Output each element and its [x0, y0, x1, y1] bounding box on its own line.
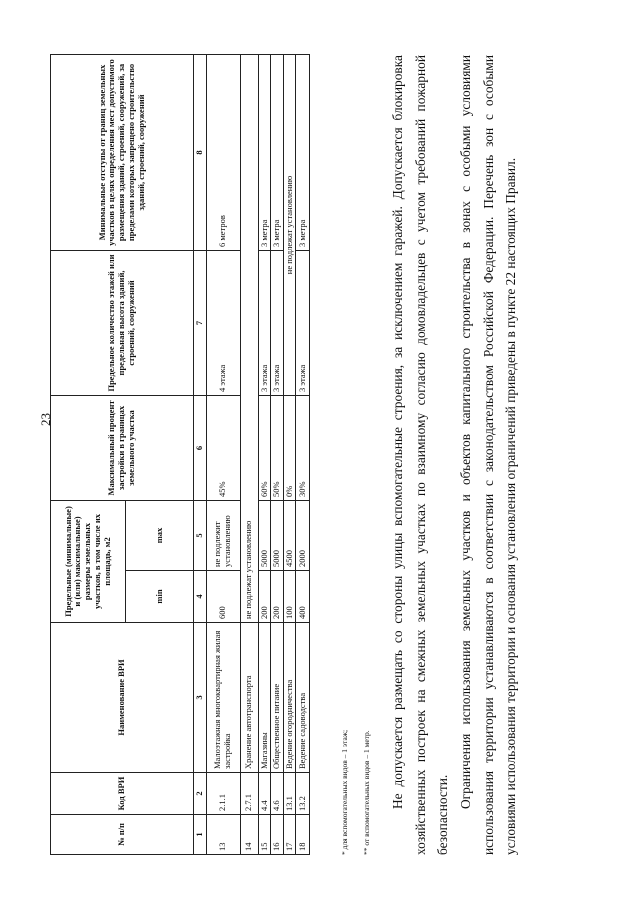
row-name: Общественное питание [271, 623, 283, 773]
column-number: 5 [194, 500, 206, 570]
column-number: 4 [194, 571, 206, 623]
row-name: Ведение огородничества [283, 623, 295, 773]
row-percent: 0% [283, 395, 295, 500]
row-name: Хранение автотранспорта [240, 623, 258, 773]
column-number: 2 [194, 773, 206, 815]
header-max: max [125, 500, 193, 570]
row-max: 4500 [283, 500, 295, 570]
row-floors: 3 этажа [296, 250, 310, 395]
row-name: Магазины [258, 623, 270, 773]
row-setback: 6 метров [206, 54, 240, 250]
row-number: 15 [258, 815, 270, 855]
row-min: 200 [271, 571, 283, 623]
paragraph-text: Не допускается размещать со стороны улицы вспомогательные строения, за исключением гаражей. Допускается блокировка хозяйственных построек на смежных земельных участках по взаимному согласию домовладельцев с учетом требований пожарной безопасности. [390, 55, 451, 855]
row-max: 5000 [258, 500, 270, 570]
rotated-page-content [50, 55, 610, 855]
header-name: Наименование ВРИ [51, 623, 194, 773]
header-size-group: Предельные (минимальные) и (или) максимальные) размеры земельных участков, в том числе их площадь, м2 [51, 500, 126, 622]
column-number: 7 [194, 250, 206, 395]
zoning-table [50, 54, 310, 855]
row-setback: 3 метра [271, 54, 283, 250]
page-number: 23 [38, 413, 53, 426]
row-number: 17 [283, 815, 295, 855]
paragraph [455, 55, 523, 855]
column-number-row [194, 54, 206, 854]
row-number: 13 [206, 815, 240, 855]
row-max: 5000 [271, 500, 283, 570]
table-row [271, 54, 283, 854]
row-min: 100 [283, 571, 295, 623]
header-number: № п/п [51, 815, 194, 855]
table-row [206, 54, 240, 854]
row-percent: 60% [258, 395, 270, 500]
footnote: * для вспомогательных видов – 1 этаж; [340, 729, 349, 855]
column-number: 1 [194, 815, 206, 855]
row-setback: 3 метра [258, 54, 270, 250]
table-row [296, 54, 310, 854]
row-code: 4.6 [271, 773, 283, 815]
table-row [283, 54, 295, 854]
row-number: 18 [296, 815, 310, 855]
row-number: 14 [240, 815, 258, 855]
row-merged-note: не подлежат установлению [240, 54, 258, 622]
footnote: ** от вспомогательных видов – 1 метр. [362, 730, 371, 855]
row-min: 600 [206, 571, 240, 623]
row-max: не подлежит установлению [206, 500, 240, 570]
header-row [51, 54, 126, 854]
row-percent: 30% [296, 395, 310, 500]
column-number: 8 [194, 54, 206, 250]
paragraph-text: Ограничения использования земельных участков и объектов капитального строительства в зонах с особыми условиями использования территории устанавливаются в соответствии с законодательством Российской Федерации. Перечень зон с особыми условиями использования территории и основания установления ограничений приведены в пункте 22 настоящих Правил. [458, 55, 519, 855]
row-name: Малоэтажная многоквартирная жилая застройка [206, 623, 240, 773]
row-merged-note: не подлежат установлению [283, 54, 295, 395]
header-floors: Предельное количество этажей или предельная высота зданий, строений, сооружений [51, 250, 194, 395]
row-number: 16 [271, 815, 283, 855]
row-percent: 45% [206, 395, 240, 500]
row-max: 2000 [296, 500, 310, 570]
row-floors: 3 этажа [271, 250, 283, 395]
column-number: 3 [194, 623, 206, 773]
row-min: 400 [296, 571, 310, 623]
row-code: 4.4 [258, 773, 270, 815]
row-code: 2.1.1 [206, 773, 240, 815]
row-floors: 3 этажа [258, 250, 270, 395]
row-code: 2.7.1 [240, 773, 258, 815]
row-code: 13.1 [283, 773, 295, 815]
header-code: Код ВРИ [51, 773, 194, 815]
row-setback: 3 метра [296, 54, 310, 250]
row-code: 13.2 [296, 773, 310, 815]
paragraph [387, 55, 455, 855]
header-min: min [125, 571, 193, 623]
header-percent: Максимальный процент застройки в границах земельного участка [51, 395, 194, 500]
row-percent: 50% [271, 395, 283, 500]
row-name: Ведение садоводства [296, 623, 310, 773]
row-floors: 4 этажа [206, 250, 240, 395]
header-setback: Минимальные отступы от границ земельных участков в целях определения мест допустимого размещения зданий, строений, сооружений, за пределами которых запрещено строительство зданий, строений, сооружений [51, 54, 194, 250]
row-min: 200 [258, 571, 270, 623]
table-row [258, 54, 270, 854]
column-number: 6 [194, 395, 206, 500]
table-row [240, 54, 258, 854]
